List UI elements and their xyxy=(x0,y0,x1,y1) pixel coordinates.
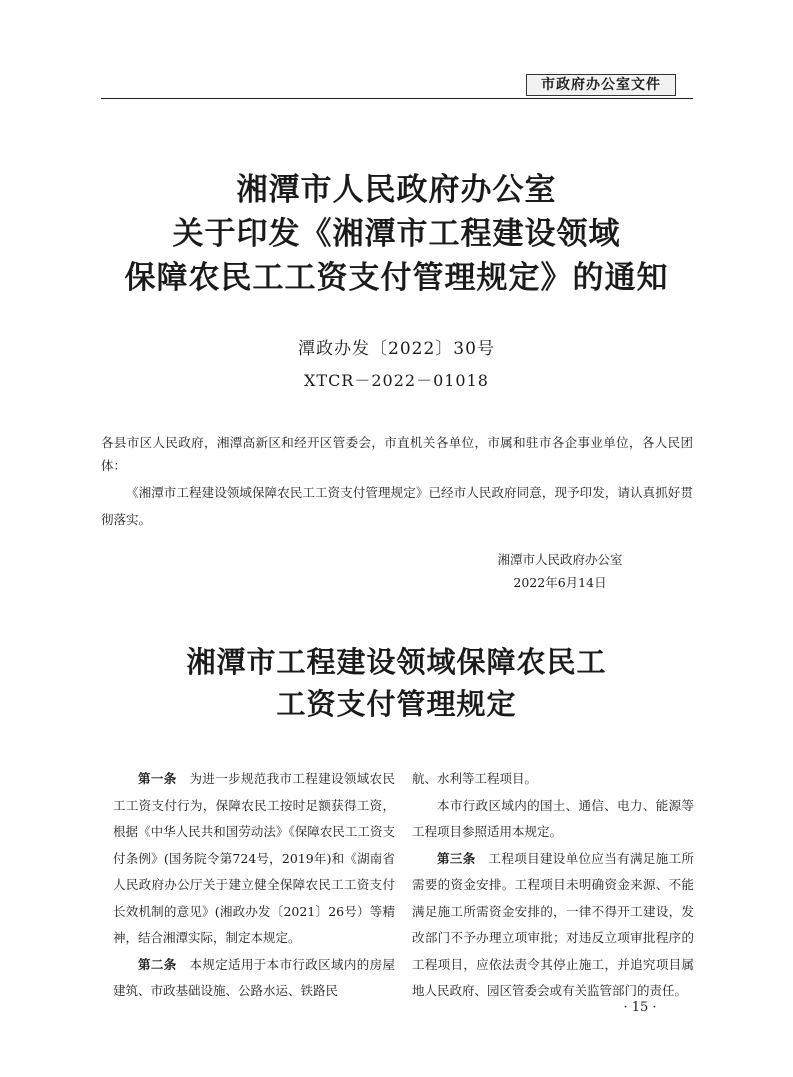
regulation-title-line: 湘潭市工程建设领域保障农民工 xyxy=(186,645,607,679)
issuer-name: 湘潭市人民政府办公室 xyxy=(497,552,623,567)
header-divider xyxy=(101,98,693,99)
article-text: 本规定适用于本市行政区域内的房屋建筑、市政基础设施、公路水运、铁路民 xyxy=(113,956,395,998)
document-code: XTCR－2022－01018 xyxy=(304,371,489,390)
article-paragraph xyxy=(412,793,694,846)
issue-date: 2022年6月14日 xyxy=(513,575,607,590)
article-text: 本市行政区域内的国土、通信、电力、能源等工程项目参照适用本规定。 xyxy=(412,797,694,839)
section-label: 市政府办公室文件 xyxy=(526,74,676,96)
article-label: 第三条 xyxy=(437,850,476,866)
document-number: 潭政办发〔2022〕30号 xyxy=(298,339,495,359)
notice-title-line: 保障农民工工资支付管理规定》的通知 xyxy=(124,260,669,296)
notice-title-line: 关于印发《湘潭市工程建设领域 xyxy=(172,216,621,252)
notice-recipients: 各县市区人民政府，湘潭高新区和经开区管委会，市直机关各单位，市属和驻市各企事业单位，各人民团体： xyxy=(101,435,693,473)
article-label: 第一条 xyxy=(138,771,177,786)
article-text: 为进一步规范我市工程建设领域农民工工资支付行为，保障农民工按时足额获得工资，根据《中华人民共和国劳动法》《保障农民工工资支付条例》(国务院令第724号，2019年)和《湖南省人民政府办公厅关于建立健全保障农民工工资支付长效机制的意见》(湘政办发〔2021〕26号）等精神，结合湘潭实际，制定本规定。 xyxy=(113,771,395,945)
right-column xyxy=(412,766,694,1005)
page-number: · 15 · xyxy=(623,1000,657,1015)
regulation-title xyxy=(60,641,733,725)
article-label: 第二条 xyxy=(138,956,177,972)
article-text: 航、水利等工程项目。 xyxy=(412,771,538,786)
article-text: 工程项目建设单位应当有满足施工所需要的资金安排。工程项目未明确资金来源、不能满足施工所需资金安排的，一律不得开工建设，发改部门不予办理立项审批；对违反立项审批程序的工程项目，应依法责令其停止施工，并追究项目属地人民政府、园区管委会或有关监管部门的责任。 xyxy=(412,850,694,998)
notice-title xyxy=(60,168,733,300)
left-column xyxy=(113,766,395,1005)
regulation-title-line: 工资支付管理规定 xyxy=(276,687,517,721)
article-paragraph xyxy=(113,766,395,952)
notice-body: 《湘潭市工程建设领域保障农民工工资支付管理规定》已经市人民政府同意，现予印发，请认真抓好贯彻落实。 xyxy=(101,485,693,527)
article-paragraph xyxy=(113,952,395,1005)
article-paragraph xyxy=(412,766,694,793)
article-paragraph xyxy=(412,846,694,1005)
notice-title-line: 湘潭市人民政府办公室 xyxy=(236,172,557,208)
